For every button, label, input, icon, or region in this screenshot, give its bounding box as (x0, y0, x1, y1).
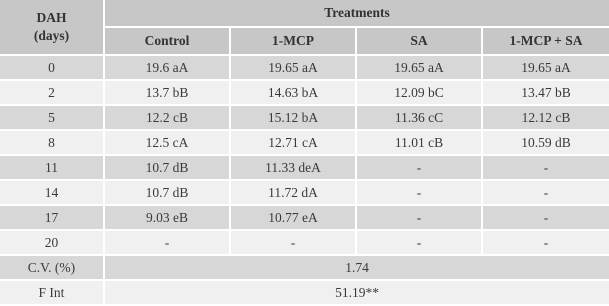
dah-header (0, 0, 104, 55)
table-cell: 10.59 dB (482, 130, 609, 155)
table-row (0, 105, 609, 130)
table-cell: 12.12 cB (482, 105, 609, 130)
treatments-header: Treatments (104, 0, 609, 27)
table-cell: 10.77 eA (230, 205, 356, 230)
dah-cell: 11 (0, 155, 104, 180)
table-row (0, 80, 609, 105)
table-cell: 11.36 cC (356, 105, 482, 130)
table-cell: 13.7 bB (104, 80, 230, 105)
table-cell: 19.65 aA (482, 55, 609, 80)
table-cell: 14.63 bA (230, 80, 356, 105)
table-cell: 15.12 bA (230, 105, 356, 130)
table-cell: - (482, 155, 609, 180)
dah-cell: 5 (0, 105, 104, 130)
table-cell: - (482, 180, 609, 205)
table-cell: 11.33 deA (230, 155, 356, 180)
table-cell: 12.5 cA (104, 130, 230, 155)
dah-cell: 14 (0, 180, 104, 205)
cv-label: C.V. (%) (0, 255, 104, 280)
table-row (0, 180, 609, 205)
table-cell: 19.65 aA (356, 55, 482, 80)
dah-cell: 8 (0, 130, 104, 155)
table-cell: 12.71 cA (230, 130, 356, 155)
table-row (0, 230, 609, 255)
f-int-label: F Int (0, 280, 104, 305)
table-row (0, 55, 609, 80)
column-header-1mcp: 1-MCP (230, 27, 356, 55)
dah-cell: 20 (0, 230, 104, 255)
table-cell: 19.65 aA (230, 55, 356, 80)
table-cell: - (104, 230, 230, 255)
table-cell: 12.2 cB (104, 105, 230, 130)
cv-value: 1.74 (104, 255, 609, 280)
dah-cell: 0 (0, 55, 104, 80)
table-cell: 10.7 dB (104, 155, 230, 180)
table-cell: 11.01 cB (356, 130, 482, 155)
table-cell: 19.6 aA (104, 55, 230, 80)
column-header-sa: SA (356, 27, 482, 55)
table-cell: 13.47 bB (482, 80, 609, 105)
column-header-control: Control (104, 27, 230, 55)
table-cell: - (356, 155, 482, 180)
table-cell: - (356, 230, 482, 255)
dah-cell: 17 (0, 205, 104, 230)
table-cell: - (482, 205, 609, 230)
table-cell: 9.03 eB (104, 205, 230, 230)
table-cell: 12.09 bC (356, 80, 482, 105)
table-cell: - (482, 230, 609, 255)
table-cell: 11.72 dA (230, 180, 356, 205)
f-int-row (0, 280, 609, 305)
table-cell: - (356, 180, 482, 205)
dah-header-label: DAH (36, 10, 67, 25)
column-header-1mcp-sa: 1-MCP + SA (482, 27, 609, 55)
table-cell: - (356, 205, 482, 230)
f-int-value: 51.19** (104, 280, 609, 305)
dah-cell: 2 (0, 80, 104, 105)
dah-header-unit: (days) (33, 28, 70, 43)
cv-row (0, 255, 609, 280)
table-body (0, 55, 609, 305)
table-cell: - (230, 230, 356, 255)
table-row (0, 155, 609, 180)
table-row (0, 205, 609, 230)
table-header (0, 0, 609, 55)
table-row (0, 130, 609, 155)
table-cell: 10.7 dB (104, 180, 230, 205)
